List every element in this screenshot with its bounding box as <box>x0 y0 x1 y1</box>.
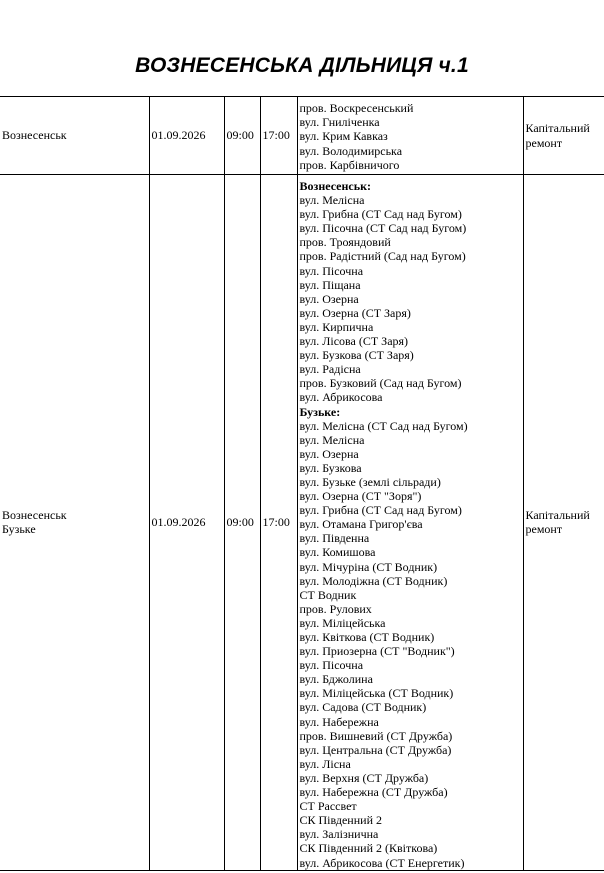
locality-cell <box>0 175 149 871</box>
page-title: ВОЗНЕСЕНСЬКА ДІЛЬНИЦЯ ч.1 <box>135 54 469 77</box>
streets-cell <box>297 97 523 175</box>
streets-cell <box>297 175 523 871</box>
street-item: вул. Пісочна <box>299 263 364 278</box>
street-item: вул. Бузьке (землі сільради) <box>299 474 441 489</box>
street-item: вул. Мічуріна (СТ Водник) <box>299 559 438 574</box>
street-item: вул. Південна <box>299 531 370 546</box>
street-item: пров. Воскресенський <box>299 101 414 116</box>
locality-name: Вознесенськ <box>2 508 67 523</box>
time-end-cell: 17:00 <box>260 175 297 871</box>
street-item: вул. Міліцейська (СТ Водник) <box>299 686 454 701</box>
street-item: вул. Лісова (СТ Заря) <box>299 334 409 349</box>
street-item: вул. Крим Кавказ <box>299 129 388 144</box>
street-item: СК Південний 2 <box>299 813 382 828</box>
street-item: вул. Квіткова (СТ Водник) <box>299 630 435 644</box>
time-start-cell: 09:00 <box>224 97 260 175</box>
street-item: вул. Центральна (СТ Дружба) <box>299 742 452 757</box>
street-item: вул. Кирпична <box>299 319 374 334</box>
reason-cell: Капітальний ремонт <box>523 175 604 871</box>
table-row <box>0 175 604 871</box>
street-item: вул. Мелісна <box>299 432 365 447</box>
street-item: вул. Піщана <box>299 277 361 292</box>
street-item: вул. Озерна (СТ Заря) <box>299 305 411 320</box>
street-item: СТ Водник <box>299 587 357 602</box>
street-item: вул. Залізнична <box>299 827 379 842</box>
street-item: пров. Карбівничого <box>299 157 400 172</box>
locality-name: Вознесенськ <box>2 128 67 143</box>
street-item: вул. Озерна <box>299 291 359 306</box>
street-item: вул. Приозерна (СТ "Водник") <box>299 644 455 659</box>
street-item: вул. Мелісна (СТ Сад над Бугом) <box>299 418 468 433</box>
street-item: пров. Рулових <box>299 601 372 616</box>
street-item: вул. Міліцейська <box>299 615 386 630</box>
date-cell: 01.09.2026 <box>149 97 224 175</box>
street-item: СТ Рассвет <box>299 799 357 814</box>
street-item: вул. Озерна (СТ "Зоря") <box>299 489 422 504</box>
street-item: пров. Бузковий (Сад над Бугом) <box>299 376 462 391</box>
table-row <box>0 97 604 175</box>
street-item: вул. Садова (СТ Водник) <box>299 700 427 715</box>
locality-cell <box>0 97 149 175</box>
street-item: СК Південний 2 (Квіткова) <box>299 841 438 856</box>
street-item: вул. Лісна <box>299 756 351 771</box>
section-heading: Бузьке: <box>299 404 341 419</box>
street-item: пров. Радістний (Сад над Бугом) <box>299 249 466 264</box>
street-item: пров. Вишневий (СТ Дружба) <box>299 728 453 743</box>
reason-cell: Капітальний ремонт <box>523 97 604 175</box>
street-item: вул. Грибна (СТ Сад над Бугом) <box>299 503 462 518</box>
time-end-cell: 17:00 <box>260 97 297 175</box>
street-item: пров. Трояндовий <box>299 235 391 250</box>
locality-name: Бузьке <box>2 522 36 537</box>
street-item: вул. Грибна (СТ Сад над Бугом) <box>299 207 462 222</box>
street-item: вул. Бджолина <box>299 672 373 687</box>
street-item: вул. Бузкова (СТ Заря) <box>299 348 414 363</box>
street-item: вул. Отамана Григор'єва <box>299 517 423 532</box>
street-item: вул. Пісочна <box>299 658 364 673</box>
street-item: вул. Верхня (СТ Дружба) <box>299 770 429 785</box>
street-item: вул. Радісна <box>299 362 361 377</box>
street-item: вул. Абрикосова <box>299 390 383 405</box>
time-start-cell: 09:00 <box>224 175 260 871</box>
street-item: вул. Абрикосова (СТ Енергетик) <box>299 855 465 870</box>
street-item: вул. Набережна (СТ Дружба) <box>299 785 448 800</box>
street-item: вул. Пісочна (СТ Сад над Бугом) <box>299 221 467 236</box>
outage-table <box>0 96 604 871</box>
street-item: вул. Володимирська <box>299 143 403 158</box>
section-heading: Вознесенськ: <box>299 179 372 193</box>
street-item: вул. Комишова <box>299 545 376 560</box>
street-item: вул. Бузкова <box>299 460 362 475</box>
street-item: вул. Мелісна <box>299 193 365 208</box>
street-item: вул. Молодіжна (СТ Водник) <box>299 573 448 588</box>
date-cell: 01.09.2026 <box>149 175 224 871</box>
street-item: вул. Озерна <box>299 446 359 461</box>
street-item: вул. Гниліченка <box>299 115 380 130</box>
street-item: вул. Набережна <box>299 714 379 729</box>
